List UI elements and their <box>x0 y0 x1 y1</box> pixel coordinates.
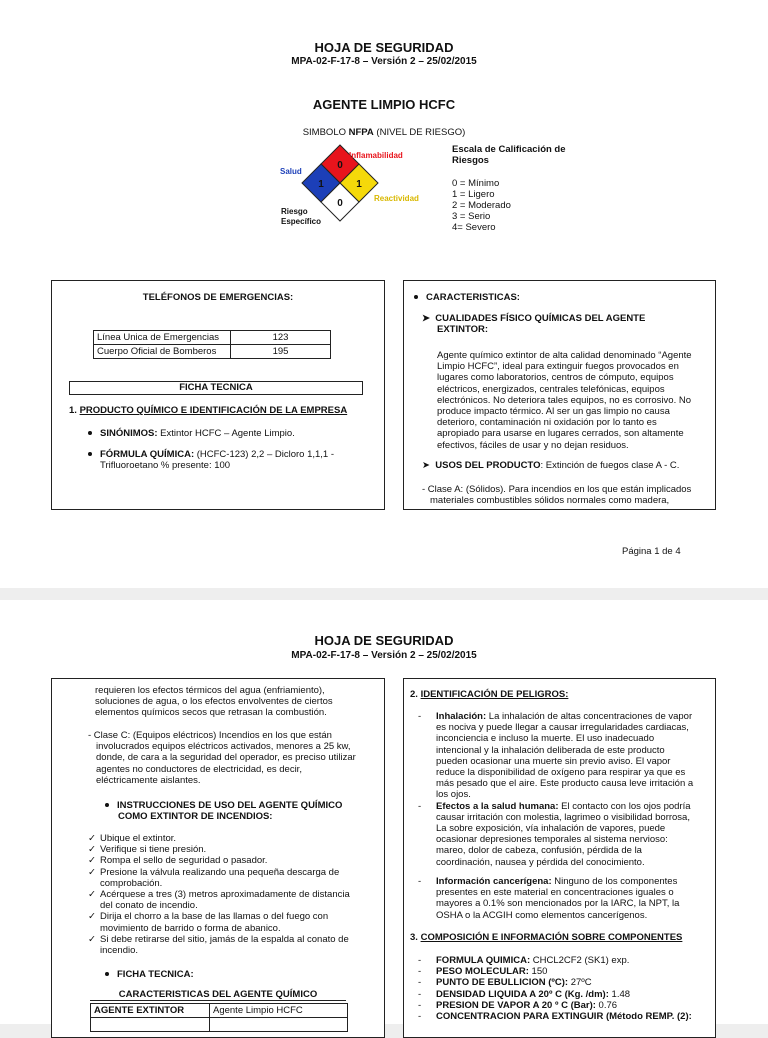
list-item: ✓ Ubique el extintor. <box>88 833 177 844</box>
phone-number: 123 <box>231 331 331 345</box>
page-number: Página 1 de 4 <box>622 546 681 557</box>
scale-item: 1 = Ligero <box>452 189 495 200</box>
list-item: ✓ Si debe retirarse del sitio, jamás de la espalda al conato de <box>88 933 349 945</box>
table-value: Agente Limpio HCFC <box>210 1004 348 1018</box>
clase-c-paragraph: - Clase C: (Equipos eléctricos) Incendios en los que están involucrados equipos eléctricos activados, menores a 25 kw, donde, de cara a la seguridad del operador, es preciso utilizar agentes no conductores de electricidad, es decir, eléctricamente aislantes. <box>88 730 356 786</box>
table-row <box>94 345 331 359</box>
section-2-heading: 2. IDENTIFICACIÓN DE PELIGROS: <box>410 689 569 700</box>
continuation-paragraph: requieren los efectos térmicos del agua (enfriamiento), soluciones de agua, o los efectos envolventes de ciertos elementos químicos secos que retrasan la combustión. <box>95 685 333 719</box>
scale-title-1: Escala de Calificación de <box>452 144 566 155</box>
instructions-heading: INSTRUCCIONES DE USO DEL AGENTE QUÍMICO <box>105 800 342 811</box>
list-item: ✓ Verifique si tiene presión. <box>88 844 207 856</box>
characteristics-box <box>403 280 716 510</box>
clase-a-line-2: materiales combustibles sólidos normales como madera, <box>430 495 670 506</box>
document-subtitle: MPA-02-F-17-8 – Versión 2 – 25/02/2015 <box>291 56 477 67</box>
phone-number: 195 <box>231 345 331 359</box>
cualidades-heading: ➤ CUALIDADES FÍSICO QUÍMICAS DEL AGENTE <box>422 313 646 324</box>
instructions-list: ✓ Ubique el extintor. ✓ Verifique si tiene presión. ✓ Rompa el sello de seguridad o pasador. ✓ Presione la válvula realizando una pequeña descarga de comprobación. ✓ Acérquese a tres (3) metros aproximadamente de distancia del conato de incendio. ✓ Dirija el chorro a la base de las llamas o del fuego con movimiento de barrido o forma de abanico. ✓ Si debe retirarse del sitio, jamás de la espalda al conato de incendio. <box>88 833 373 956</box>
document-title: HOJA DE SEGURIDAD <box>314 633 454 648</box>
list-item: - DENSIDAD LIQUIDA A 20º C (Kg. /dm): 1.48 <box>418 988 631 1000</box>
section-1-heading: 1. PRODUCTO QUÍMICO E IDENTIFICACIÓN DE LA EMPRESA <box>69 405 348 416</box>
nfpa-salud-label: Salud <box>280 167 302 176</box>
cancerigena-paragraph: - Información cancerígena: Ninguno de los componentes presentes en este material en concentraciones iguales o mayores a 0.1% son mencionados por la IARC, la NPT, la OSHA o la ACGIH como elementos cancerígenos. <box>418 876 680 921</box>
formula-line: FÓRMULA QUÍMICA: (HCFC-123) 2,2 – Dicloro 1,1,1 - <box>88 449 334 460</box>
scale-title-2: Riesgos <box>452 155 489 166</box>
agent-table-header: CARACTERISTICAS DEL AGENTE QUÍMICO <box>90 989 346 1001</box>
cualidades-paragraph: Agente químico extintor de alta calidad denominado “Agente Limpio HCFC”, ideal para extinguir fuegos provocados en lugares como laboratorios, centros de cómputo, equipos eléctricos, energizados, centrales telefónicas, equipos electrónicos. No deteriora tales equipos, no es corrosivo. No produce impacto térmico. Al ser un gas limpio no causa deterioro, contaminación ni oxidación por lo tanto es apropiado para usarse en lugares cerrados, son altamente efectivos, fáciles de usar y no dejan residuos. <box>437 350 692 451</box>
nfpa-inflamabilidad-label: Inflamabilidad <box>349 151 403 160</box>
list-item: - PESO MOLECULAR: 150 <box>418 966 548 978</box>
table-row <box>94 331 331 345</box>
clase-a-line-1: - Clase A: (Sólidos). Para incendios en los que están implicados <box>422 484 692 495</box>
list-item: - PRESION DE VAPOR A 20 º C (Bar): 0.76 <box>418 999 618 1011</box>
nfpa-reactivity-value: 1 <box>356 179 362 190</box>
phone-name: Línea Unica de Emergencias <box>94 331 231 345</box>
ficha-tecnica-2-heading: FICHA TECNICA: <box>105 969 194 980</box>
nfpa-flammability-value: 0 <box>337 160 343 171</box>
inhalacion-paragraph: - Inhalación: La inhalación de altas concentraciones de vapor es nociva y puede llegar a causar irregularidades cardiacas, inconciencia e incluso la muerte. El uso inadecuado intencional y la inhalación deliberada de este producto pueden ocasionar una muerte sin previo aviso. El vapor reduce la disponibilidad de oxígeno para respirar ya que es más pesado que el aire. Este producto causa leve irritación a los ojos. - Efectos a la salud humana: El contacto con los ojos podría causar irritación con molestia, lagrimeo o visibilidad borrosa, La sobre exposición, vía inhalación de vapores, puede ocasionar depresiones temporales al sistema nervioso: mareo, dolor de cabeza, confusión, pérdida de la coordinación, nausea y pérdida del conocimiento. <box>418 711 694 868</box>
list-item: ✓ Rompa el sello de seguridad o pasador. <box>88 855 268 867</box>
phones-table <box>93 330 331 359</box>
list-item: - FORMULA QUIMICA: CHCL2CF2 (SK1) exp. <box>418 955 630 966</box>
ficha-tecnica-title: FICHA TECNICA <box>69 381 363 395</box>
usage-box <box>51 678 385 1038</box>
emergency-box <box>51 280 385 510</box>
section-3-heading: 3. COMPOSICIÓN E INFORMACIÓN SOBRE COMPONENTES <box>410 932 683 943</box>
scale-item: 3 = Serio <box>452 211 491 222</box>
scale-item: 2 = Moderado <box>452 200 511 211</box>
cualidades-heading-2: EXTINTOR: <box>437 324 489 335</box>
document-title: HOJA DE SEGURIDAD <box>314 40 454 55</box>
usos-line: ➤ USOS DEL PRODUCTO: Extinción de fuegos clase A - C. <box>422 460 680 471</box>
table-key: AGENTE EXTINTOR <box>91 1004 210 1018</box>
phones-title: TELÉFONOS DE EMERGENCIAS: <box>142 292 294 303</box>
table-row <box>91 1018 348 1032</box>
agent-table <box>90 1003 348 1032</box>
phone-name: Cuerpo Oficial de Bomberos <box>94 345 231 359</box>
nfpa-special-value: 0 <box>337 198 343 209</box>
sinonimos-line: SINÓNIMOS: Extintor HCFC – Agente Limpio. <box>88 428 295 439</box>
nfpa-especifico-label: Específico <box>281 217 322 226</box>
hazards-box <box>403 678 716 1038</box>
scale-item: 0 = Mínimo <box>452 178 500 189</box>
product-title: AGENTE LIMPIO HCFC <box>312 97 456 112</box>
caracteristicas-heading: CARACTERISTICAS: <box>414 292 520 303</box>
nfpa-health-value: 1 <box>318 179 324 190</box>
formula-line-2: Trifluoroetano % presente: 100 <box>100 460 231 471</box>
page-2 <box>0 600 768 1024</box>
scale-item: 4= Severo <box>452 222 496 233</box>
list-item: - PUNTO DE EBULLICION (ºC): 27ºC <box>418 977 592 989</box>
list-item: ✓ Acérquese a tres (3) metros aproximadamente de distancia <box>88 889 350 901</box>
list-item: ✓ Dirija el chorro a la base de las llamas o del fuego con <box>88 911 329 923</box>
list-item: - CONCENTRACION PARA EXTINGUIR (Método REMP. (2): <box>418 1011 692 1023</box>
table-row <box>91 1004 348 1018</box>
nfpa-reactividad-label: Reactividad <box>374 194 419 203</box>
instructions-heading-2: COMO EXTINTOR DE INCENDIOS: <box>118 811 273 822</box>
properties-list <box>418 955 714 1022</box>
nfpa-riesgo-label: Riesgo <box>281 207 308 216</box>
list-item: ✓ Presione la válvula realizando una pequeña descarga de <box>88 866 340 878</box>
nfpa-caption: SIMBOLO NFPA (NIVEL DE RIESGO) <box>302 127 466 138</box>
document-subtitle: MPA-02-F-17-8 – Versión 2 – 25/02/2015 <box>291 650 477 661</box>
